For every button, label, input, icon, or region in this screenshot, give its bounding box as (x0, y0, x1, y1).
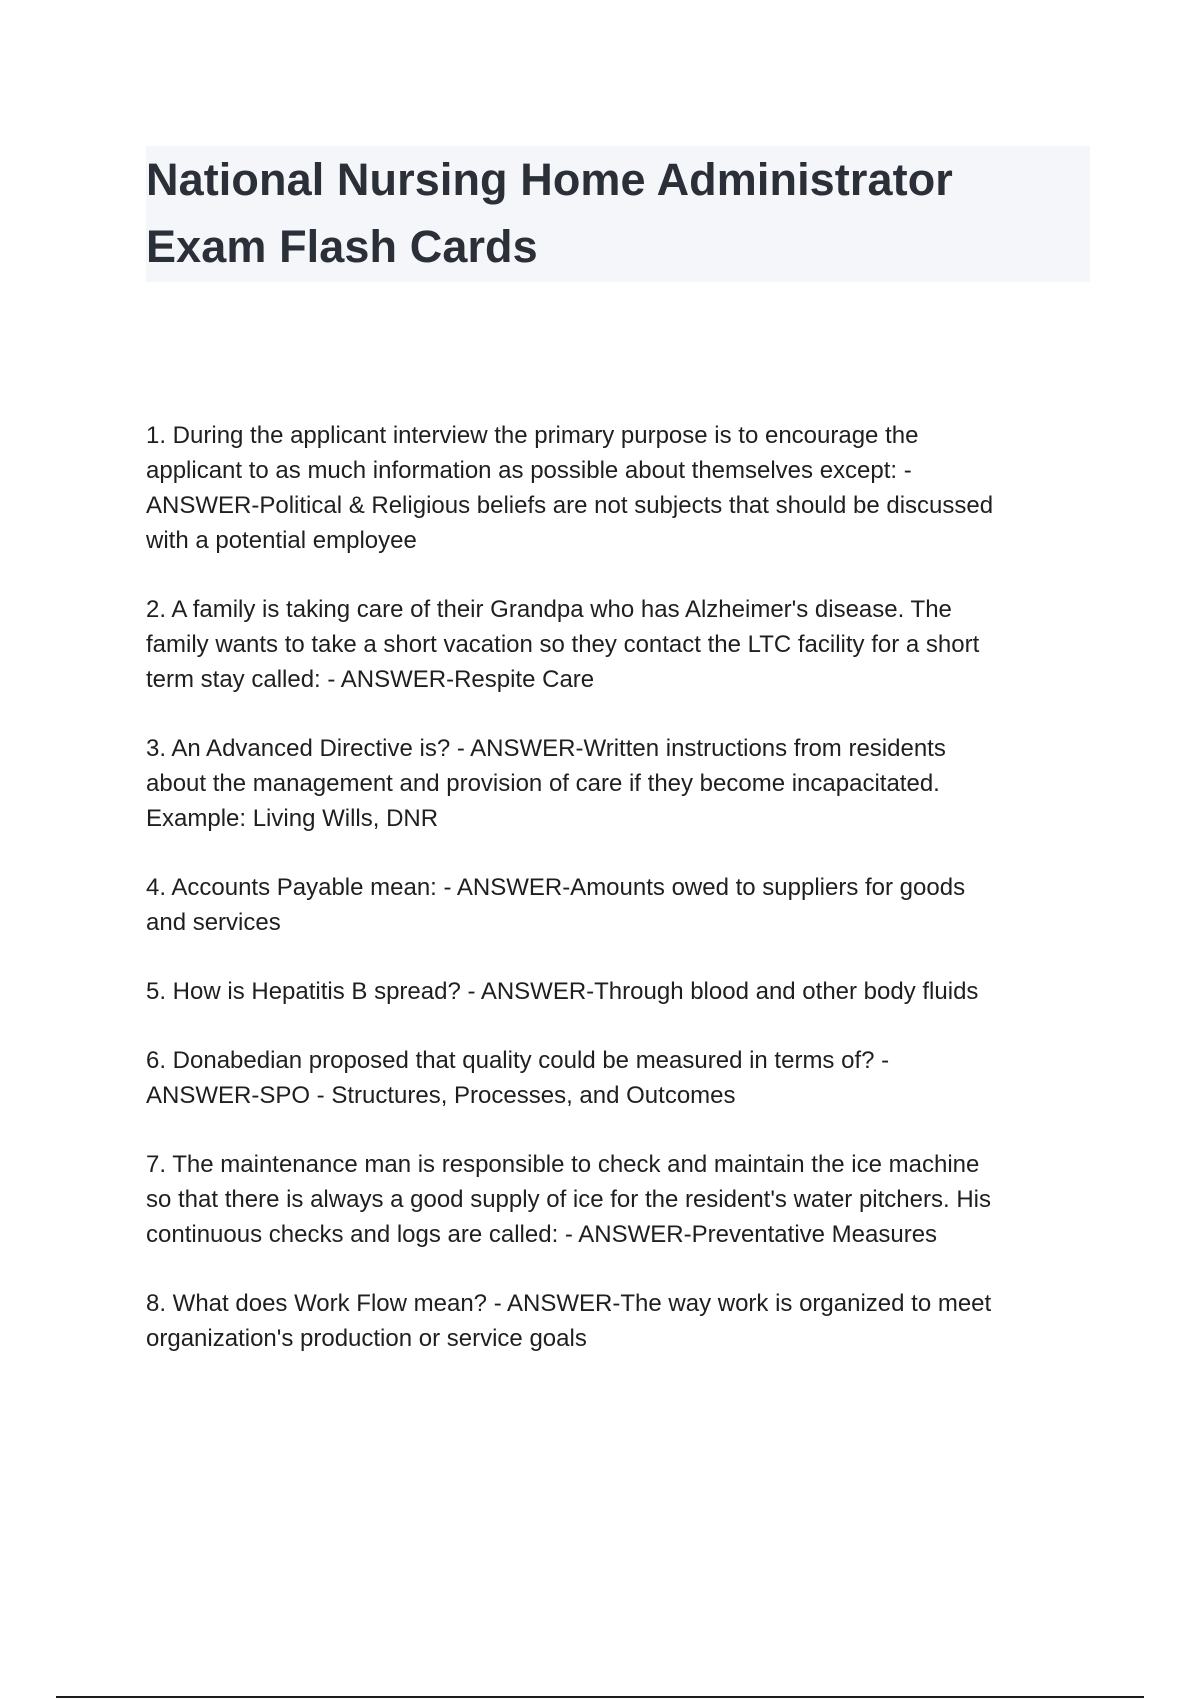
flashcard-item: 8. What does Work Flow mean? - ANSWER-The way work is organized to meet organization's production or service goals (146, 1290, 992, 1352)
flashcard-item: 3. An Advanced Directive is? - ANSWER-Written instructions from residents about the management and provision of care if they become incapacitated. Example: Living Wills, DNR (146, 735, 946, 832)
footer-divider (56, 1696, 1144, 1698)
flashcard-item: 5. How is Hepatitis B spread? - ANSWER-Through blood and other body fluids (146, 978, 979, 1005)
flashcard-list (146, 418, 1090, 1390)
flashcard-item: 4. Accounts Payable mean: - ANSWER-Amounts owed to suppliers for goods and services (146, 874, 966, 936)
flashcard-item: 6. Donabedian proposed that quality could be measured in terms of? - ANSWER-SPO - Structures, Processes, and Outcomes (146, 1047, 890, 1109)
document-title: National Nursing Home Administrator Exam Flash Cards (146, 154, 953, 272)
flashcard-item: 7. The maintenance man is responsible to check and maintain the ice machine so that there is always a good supply of ice for the resident's water pitchers. His continuous checks and logs are called: - ANSWER-Preventative Measures (146, 1151, 991, 1248)
flashcard-item: 1. During the applicant interview the primary purpose is to encourage the applicant to as much information as possible about themselves except: - ANSWER-Political & Religious beliefs are not subjects that should be discussed with a potential employee (146, 422, 994, 554)
title-block (146, 146, 1090, 282)
flashcard-item: 2. A family is taking care of their Grandpa who has Alzheimer's disease. The family wants to take a short vacation so they contact the LTC facility for a short term stay called: - ANSWER-Respite Care (146, 596, 980, 693)
